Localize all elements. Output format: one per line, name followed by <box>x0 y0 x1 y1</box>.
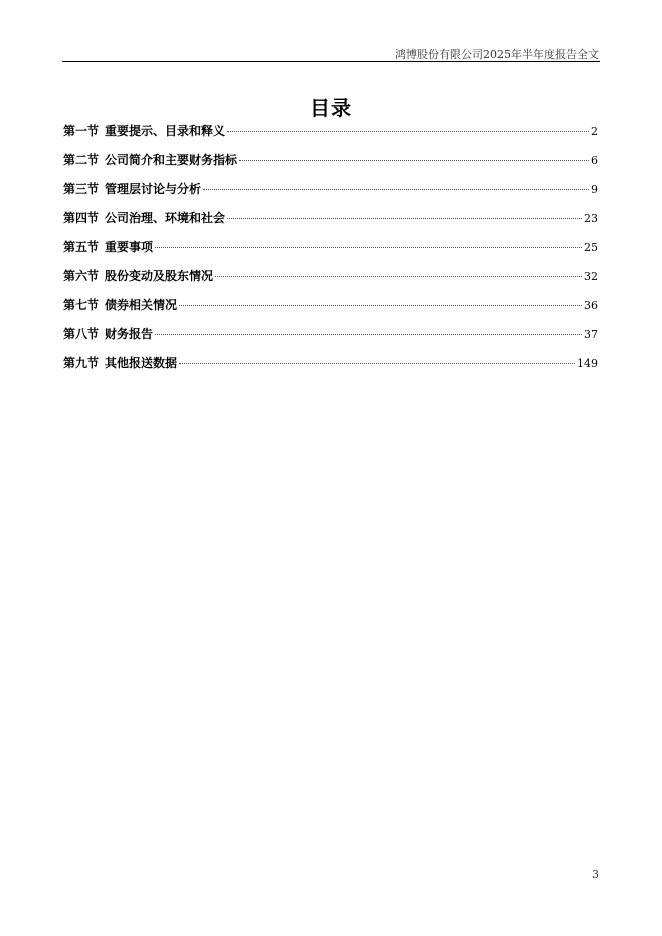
toc-entry-6[interactable] <box>63 266 598 295</box>
toc-entry-page: 36 <box>584 299 598 312</box>
toc-entry-page: 6 <box>591 154 598 167</box>
toc-entry-section: 第五节 <box>63 240 100 254</box>
toc-entry-page: 37 <box>584 328 598 341</box>
page-number: 3 <box>592 868 599 881</box>
toc-entry-9[interactable] <box>63 353 598 382</box>
toc-entry-section: 第六节 <box>63 269 100 283</box>
toc-entry-section: 第二节 <box>63 153 100 167</box>
running-header: 鸿博股份有限公司2025年半年度报告全文 <box>395 48 599 61</box>
toc-entry-4[interactable] <box>63 208 598 237</box>
toc-leader-dots <box>203 189 589 190</box>
toc-entry-page: 23 <box>584 212 598 225</box>
toc-entry-label: 管理层讨论与分析 <box>105 182 202 196</box>
toc-leader-dots <box>227 218 582 219</box>
toc-entry-2[interactable] <box>63 150 598 179</box>
toc-entry-page: 9 <box>591 183 598 196</box>
toc-entry-section: 第四节 <box>63 211 100 225</box>
toc-entry-section: 第九节 <box>63 356 100 370</box>
toc-entry-label: 其他报送数据 <box>105 356 178 370</box>
toc-list <box>63 121 598 382</box>
toc-entry-page: 149 <box>577 357 598 370</box>
toc-entry-label: 股份变动及股东情况 <box>105 269 214 283</box>
toc-leader-dots <box>155 334 582 335</box>
toc-leader-dots <box>179 305 582 306</box>
toc-entry-label: 重要事项 <box>105 240 154 254</box>
toc-entry-label: 公司治理、环境和社会 <box>105 211 226 225</box>
toc-leader-dots <box>179 363 575 364</box>
toc-entry-3[interactable] <box>63 179 598 208</box>
toc-entry-section: 第三节 <box>63 182 100 196</box>
toc-entry-label: 公司简介和主要财务指标 <box>105 153 238 167</box>
toc-title: 目录 <box>310 96 352 120</box>
header-divider <box>62 61 600 62</box>
toc-leader-dots <box>227 131 589 132</box>
toc-entry-label: 债券相关情况 <box>105 298 178 312</box>
toc-entry-5[interactable] <box>63 237 598 266</box>
toc-entry-page: 32 <box>584 270 598 283</box>
toc-entry-label: 财务报告 <box>105 327 154 341</box>
toc-entry-page: 2 <box>591 125 598 138</box>
toc-entry-section: 第八节 <box>63 327 100 341</box>
toc-leader-dots <box>215 276 582 277</box>
toc-leader-dots <box>239 160 589 161</box>
toc-entry-section: 第一节 <box>63 124 100 138</box>
toc-entry-label: 重要提示、目录和释义 <box>105 124 226 138</box>
toc-entry-page: 25 <box>584 241 598 254</box>
toc-entry-7[interactable] <box>63 295 598 324</box>
toc-entry-section: 第七节 <box>63 298 100 312</box>
toc-entry-8[interactable] <box>63 324 598 353</box>
toc-leader-dots <box>155 247 582 248</box>
toc-entry-1[interactable] <box>63 121 598 150</box>
